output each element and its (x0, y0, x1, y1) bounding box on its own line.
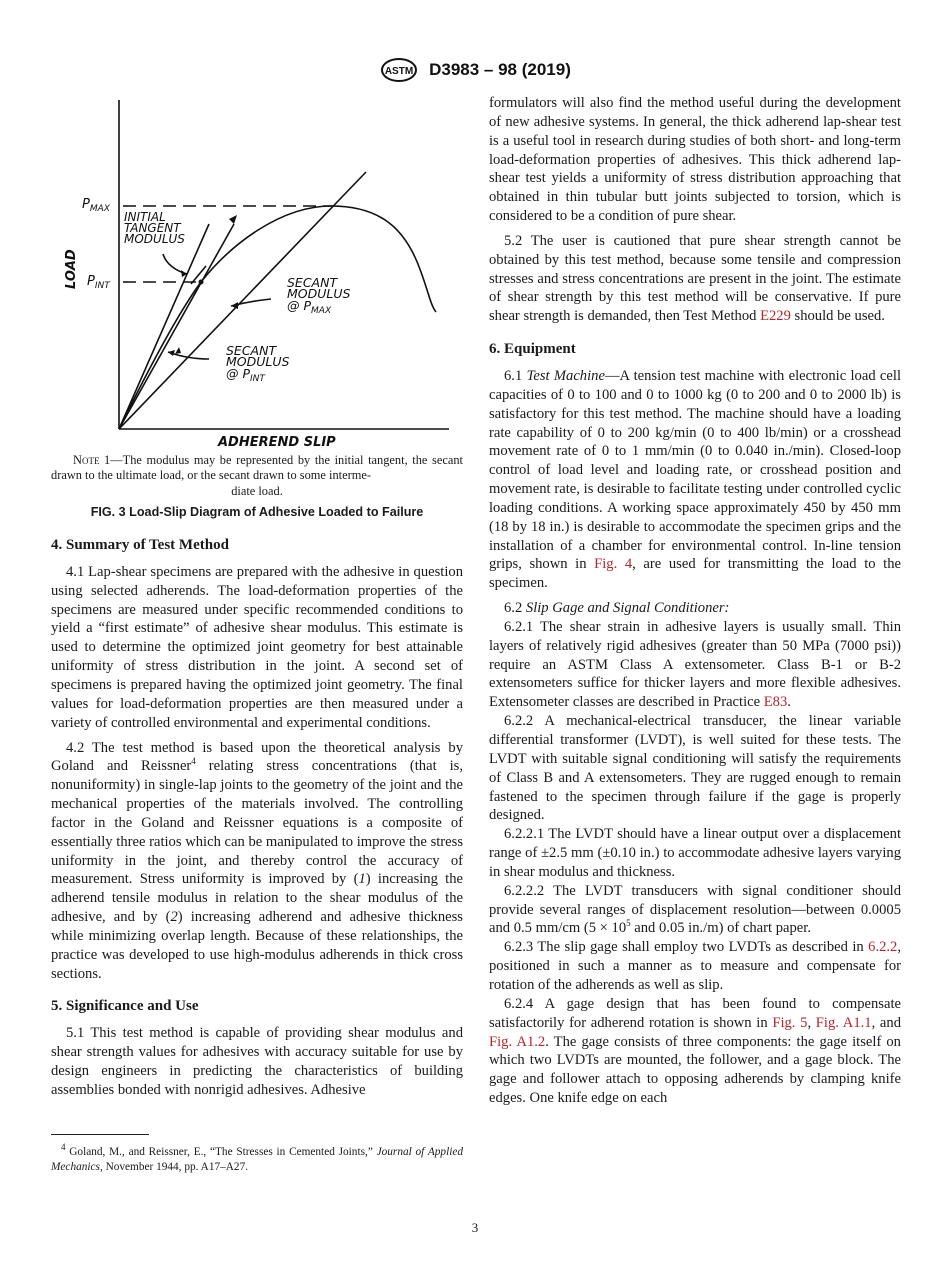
para-5-1: 5.1 This test method is capable of providing shear modulus and shear strength values for adhesives with accuracy suitable for use by design engineers in predicting the characteristics of building assemblies bonded with nonrigid adhesives. Adhesive (51, 1025, 463, 1098)
right-column (489, 94, 901, 1108)
footnote-4: $^4$ Goland, M., and Reissner, E., “The Stresses in Cemented Joints,” Journal of Applied Mechanics, November 1944, pp. A17–A27. (51, 1141, 464, 1173)
link-fig-a1-2[interactable]: Fig. A1.2 (489, 1033, 546, 1050)
figure-caption: FIG. 3 Load-Slip Diagram of Adhesive Loaded to Failure (90, 505, 424, 520)
para-5-1-continued: formulators will also find the method useful during the development of new adhesive systems. In general, the thick adherend lap-shear test is a useful tool in research during studies of both short- and long-term load-deformation properties of adhesives. This thick adherend lap-shear test yields a uniformity of stress distribution approaching that obtained in thin tubular butt joints subjected to torsion, which is considered to be a condition of pure shear. (489, 95, 901, 225)
link-6-2-2[interactable]: 6.2.2 (868, 939, 898, 956)
svg-text:ASTM: ASTM (384, 66, 414, 77)
page-number: 3 (471, 1220, 479, 1235)
svg-text:@ PMAX: @ $P_{MAX}$ (287, 298, 332, 316)
svg-text:PINT: $P_{INT}$ (87, 274, 110, 291)
para-6-2: 6.2 Slip Gage and Signal Conditioner: (504, 600, 730, 617)
para-4-2: 4.2 The test method is based upon the theoretical analysis by Goland and Reissner$^4$ relating stress concentrations (that is, nonuniformity) in single-lap joints to the geometry of the joint and the mechanical properties of the materials involved. The controlling factor in the Goland and Reissner equations is a composite of essentially three ratios which can be manipulated to improve the stress uniformity in the joint, and thereby control the accuracy of measurement. Stress uniformity is improved by (1) increasing the adherend tensile modulus in relation to the shear modulus of the adhesive, and by (2) increasing adherend and adhesive thickness while minimizing overlap length. Because of these relationships, the practice was developed to use high-modulus adherends in thick cross sections. (51, 739, 464, 982)
section-5-heading: 5. Significance and Use (51, 998, 199, 1015)
link-e83[interactable]: E83 (763, 694, 788, 711)
document-designation: D3983 – 98 (2019) (429, 60, 571, 79)
astm-logo-icon (379, 57, 419, 83)
svg-text:LOAD: LOAD (64, 249, 79, 289)
svg-text:TANGENT: TANGENT (124, 221, 181, 235)
para-6-2-4: 6.2.4 A gage design that has been found to compensate satisfactorily for adherend rotation is shown in Fig. 5, Fig. A1.1, and Fig. A1.2. The gage consists of three components: the gage itself on which two LVDTs are mounted, the follower, and a gage block. The gage and follower attach to opposing adherends by clamping knife edges. One knife edge on each (489, 995, 901, 1107)
link-e229[interactable]: E229 (760, 308, 791, 325)
figure-note: Note 1—The modulus may be represented by the initial tangent, the secant drawn to the ultimate load, or the secant drawn to some interme- diate load. (51, 453, 463, 498)
svg-text:ADHEREND SLIP: ADHEREND SLIP (218, 435, 336, 449)
left-column (51, 94, 463, 1175)
section-6-heading: 6. Equipment (489, 341, 576, 358)
svg-text:@ PINT: @ $P_{INT}$ (226, 366, 265, 384)
svg-text:SECANT: SECANT (226, 343, 277, 358)
svg-text:INITIAL: INITIAL (124, 210, 166, 224)
section-4-heading: 4. Summary of Test Method (51, 537, 229, 554)
para-6-2-1: 6.2.1 The shear strain in adhesive layers is usually small. Thin layers of relatively rigid adhesives (greater than 50 MPa (7000 psi)) require an ASTM Class A extensometer. Class B-1 or B-2 extensometers suffice for thicker layers and more flexible adhesives. Extensometer classes are described in Practice E83. (489, 618, 901, 711)
svg-text:MODULUS: MODULUS (226, 354, 290, 369)
link-fig-4[interactable]: Fig. 4 (594, 556, 633, 573)
svg-text:MODULUS: MODULUS (124, 232, 185, 246)
page-header (0, 57, 950, 83)
svg-text:MODULUS: MODULUS (287, 286, 351, 301)
footnote-ref-4[interactable]: 4 (191, 756, 196, 767)
load-slip-diagram (51, 94, 463, 449)
svg-text:PMAX: $P_{MAX}$ (82, 197, 110, 214)
figure-3-load-slip-diagram (51, 94, 463, 449)
para-5-2: 5.2 The user is cautioned that pure shear strength cannot be obtained by this test method, because some tensile and compression stresses and stress concentrations are present in the joint. The estimate of shear strength by this test method will be conservative. If pure shear strength is demanded, then Test Method E229 should be used. (489, 232, 901, 325)
link-fig-5[interactable]: Fig. 5 (772, 1014, 808, 1031)
para-6-2-2-2: 6.2.2.2 The LVDT transducers with signal conditioner should provide several ranges of displacement resolution—between 0.0005 and 0.5 mm/cm ($5 \times 10^5$ and 0.05 in./m) of chart paper. (489, 882, 901, 937)
para-6-2-2-1: 6.2.2.1 The LVDT should have a linear output over a displacement range of ±2.5 mm (±0.10 in.) to accommodate adhesive layers varying in shear modulus and thickness. (489, 826, 901, 880)
svg-text:SECANT: SECANT (287, 275, 338, 290)
para-6-1: 6.1 Test Machine—A tension test machine with electronic load cell capacities of 0 to 100 and 0 to 1000 kg (0 to 200 and 0 to 2000 lb) is satisfactory for this test method. The machine should have a loading rate capability of 0 to 200 kg/min (0 to 400 lb/min) or a crosshead movement rate of 0 to 1 mm/min (0 to 0.040 in./min). Closed-loop control of load level and loading rate, or crosshead position and movement rate, is desirable to facilitate testing under controlled cyclic loading conditions. A working space approximately 450 by 450 mm (18 by 18 in.) is desirable to accommodate the specimen grips and the installation of a chamber for environmental control. In-line tension grips, shown in Fig. 4, are used for transmitting the load to the specimen. (489, 367, 901, 592)
para-6-2-3: 6.2.3 The slip gage shall employ two LVDTs as described in 6.2.2, positioned in such a manner as to measure and compensate for rotation of the adherends as well as slip. (489, 939, 901, 993)
para-6-2-2: 6.2.2 A mechanical-electrical transducer, the linear variable differential transformer (LVDT), is well suited for these tests. The LVDT with suitable signal conditioning will satisfy the requirements of Class B and A extensometers. They are rugged enough to remain fastened to the specimen through failure if the gage is properly designed. (489, 713, 901, 824)
footnote-divider (51, 1134, 149, 1135)
link-fig-a1-1[interactable]: Fig. A1.1 (815, 1014, 872, 1031)
para-4-1: 4.1 Lap-shear specimens are prepared with the adhesive in question using selected adherends. The load-deformation properties of the specimens are measured under specific recommended conditions to yield a “first estimate” of adhesive shear modulus. This estimate is used to determine the optimized joint geometry for best attainable uniformity of stress distribution in the joint. A second set of specimens is prepared having the optimized joint geometry. The final values for load-deformation properties are then measured under a variety of controlled environmental and experimental conditions. (51, 563, 463, 731)
